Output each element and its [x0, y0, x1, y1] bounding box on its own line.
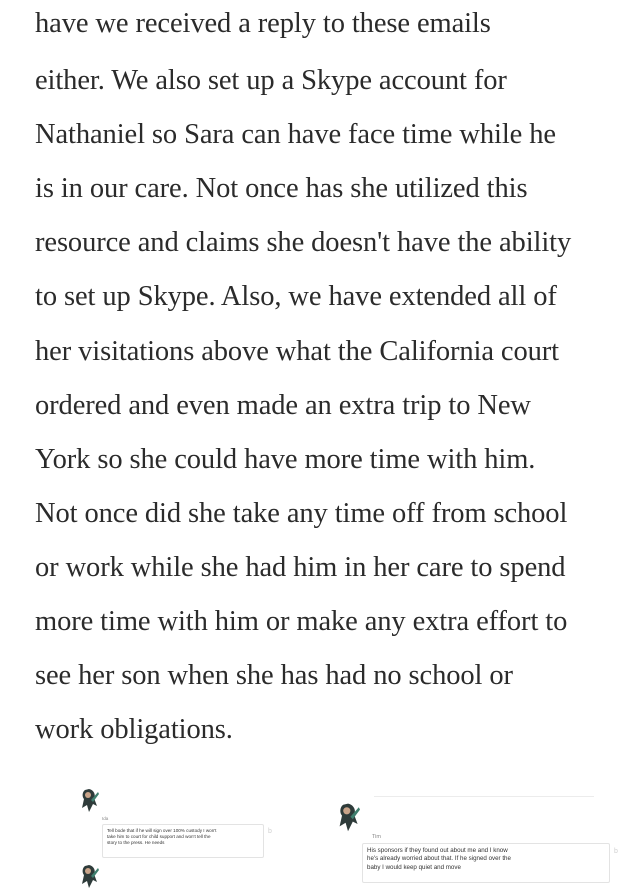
- message-line: he's already worried about that. If he signed over the: [367, 855, 511, 863]
- message-line: baby I would keep quiet and move: [367, 863, 461, 871]
- document-body: [35, 0, 635, 757]
- message-line: Tell bode that if he will sign over 100% custody I won't: [107, 828, 217, 833]
- message-bubble: [362, 843, 610, 883]
- sender-name: Tim: [372, 834, 381, 840]
- chat-screenshot-left: [72, 784, 272, 883]
- avatar-icon: [332, 800, 364, 836]
- message-bubble: [102, 824, 264, 858]
- doc-line: have we received a reply to these emails: [35, 8, 491, 39]
- doc-line: ordered and even made an extra trip to New: [35, 389, 531, 421]
- message-line: His sponsors if they found out about me and I know: [367, 847, 508, 854]
- doc-line: Nathaniel so Sara can have face time while he: [35, 119, 556, 151]
- doc-line: work obligations.: [35, 714, 233, 746]
- divider: [374, 796, 594, 797]
- doc-line: Not once did she take any time off from school: [35, 497, 568, 529]
- doc-line: her visitations above what the California court: [35, 335, 559, 367]
- doc-line: see her son when she has had no school or: [35, 660, 513, 692]
- side-mark: b: [268, 828, 272, 835]
- avatar-icon: [76, 786, 102, 816]
- message-line: story to the press. He needs: [107, 839, 165, 845]
- doc-line: is in our care. Not once has she utilized this: [35, 173, 528, 205]
- doc-line: York so she could have more time with him.: [35, 443, 536, 475]
- avatar-icon: [76, 862, 102, 892]
- doc-line: more time with him or make any extra effort to: [35, 606, 568, 638]
- doc-line: or work while she had him in her care to spend: [35, 551, 566, 583]
- message-line: take him to court for child support and won't tell the: [107, 833, 211, 839]
- sender-name: Ida: [102, 816, 109, 821]
- side-mark: b: [614, 848, 618, 855]
- doc-line: to set up Skype. Also, we have extended all of: [35, 281, 557, 313]
- doc-line: either. We also set up a Skype account for: [35, 65, 507, 97]
- chat-screenshot-right: [330, 792, 630, 883]
- doc-line: resource and claims she doesn't have the ability: [35, 227, 572, 259]
